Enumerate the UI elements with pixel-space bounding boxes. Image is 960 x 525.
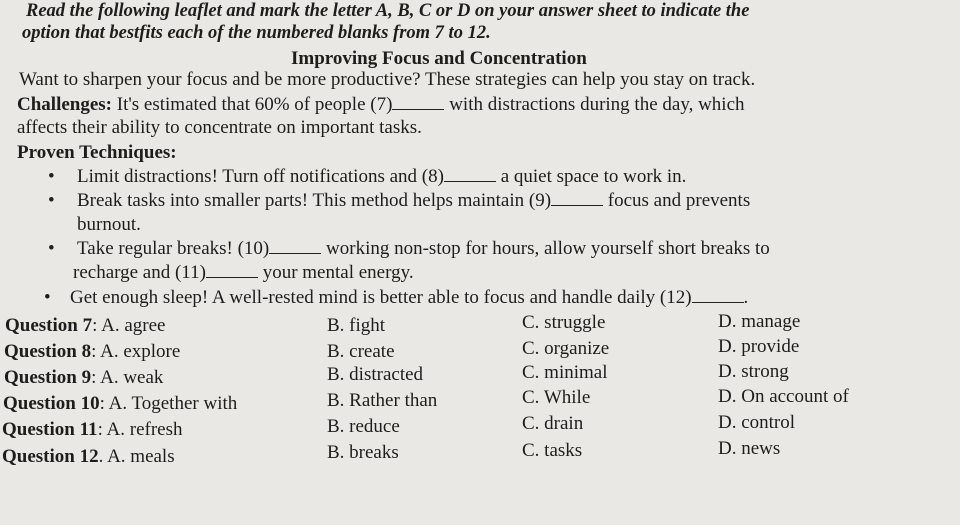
challenges-text-before: It's estimated that 60% of people (7) <box>112 94 393 115</box>
question-label: Question 7 <box>5 315 93 336</box>
option-d: D. control <box>718 412 796 433</box>
question-8 <box>4 341 180 363</box>
option-b: B. distracted <box>327 364 424 385</box>
option-d: D. On account of <box>718 386 849 407</box>
bullet-1 <box>77 166 686 188</box>
option-b: B. breaks <box>327 442 399 463</box>
question-12 <box>2 446 175 468</box>
bullet-2-line-2: burnout. <box>77 214 141 235</box>
bullet-4-after: . <box>743 287 749 308</box>
bullet-dot: • <box>48 238 55 259</box>
option-c: C. While <box>522 387 591 408</box>
challenges-paragraph <box>17 94 745 116</box>
option-a: A. meals <box>107 446 175 467</box>
blank-7 <box>392 95 444 110</box>
question-separator: : <box>97 419 107 440</box>
bullet-2-before: Break tasks into smaller parts! This method helps maintain (9) <box>77 190 552 211</box>
option-a: A. agree <box>101 315 166 336</box>
question-10 <box>3 393 237 415</box>
bullet-dot: • <box>48 190 55 211</box>
question-label: Question 11 <box>2 419 98 440</box>
option-d: D. provide <box>718 336 800 357</box>
option-b: B. fight <box>327 315 386 336</box>
option-a: A. Together with <box>108 393 238 414</box>
bullet-1-before: Limit distractions! Turn off notifications and (8) <box>77 166 444 187</box>
question-label: Question 8 <box>4 341 92 362</box>
option-d: D. manage <box>718 311 801 332</box>
option-c: C. tasks <box>522 440 583 461</box>
question-separator: : <box>91 341 101 362</box>
bullet-dot: • <box>44 287 51 308</box>
option-b: B. Rather than <box>327 390 438 411</box>
option-c: C. minimal <box>522 362 608 383</box>
question-label: Question 10 <box>3 393 100 414</box>
option-a: A. explore <box>100 341 181 362</box>
bullet-3-line-2-before: recharge and (11) <box>73 262 206 283</box>
option-a: A. weak <box>100 367 164 388</box>
bullet-2 <box>77 190 750 212</box>
question-separator: : <box>99 393 109 414</box>
blank-12 <box>692 288 744 303</box>
option-a: A. refresh <box>106 419 183 440</box>
bullet-3-after: working non-stop for hours, allow yourself short breaks to <box>321 238 770 259</box>
question-11 <box>2 419 183 441</box>
instruction-line-2: option that bestfits each of the numbered blanks from 7 to 12. <box>22 23 491 43</box>
option-d: D. news <box>718 438 781 459</box>
option-b: B. reduce <box>327 416 400 437</box>
bullet-dot: • <box>48 166 55 187</box>
bullet-2-after: focus and prevents <box>603 190 751 211</box>
challenges-label: Challenges: <box>17 94 112 115</box>
instruction-line-1: Read the following leaflet and mark the letter A, B, C or D on your answer sheet to indicate the <box>26 1 750 21</box>
question-9 <box>4 367 163 389</box>
option-b: B. create <box>327 341 395 362</box>
option-d: D. strong <box>718 361 789 382</box>
bullet-3 <box>77 238 770 260</box>
option-c: C. organize <box>522 338 610 359</box>
question-label: Question 9 <box>4 367 92 388</box>
blank-9 <box>551 191 603 206</box>
challenges-text-after: with distractions during the day, which <box>444 94 745 115</box>
bullet-3-before: Take regular breaks! (10) <box>77 238 270 259</box>
intro-text: Want to sharpen your focus and be more productive? These strategies can help you stay on track. <box>19 69 756 90</box>
bullet-4-before: Get enough sleep! A well-rested mind is better able to focus and handle daily (12) <box>70 287 692 308</box>
blank-10 <box>269 239 321 254</box>
techniques-heading: Proven Techniques: <box>17 142 177 163</box>
blank-8 <box>444 167 496 182</box>
question-separator: : <box>91 367 101 388</box>
option-c: C. drain <box>522 413 584 434</box>
leaflet-title: Improving Focus and Concentration <box>291 48 587 69</box>
bullet-4 <box>70 287 748 309</box>
blank-11 <box>206 263 258 278</box>
bullet-3-line-2 <box>73 262 414 284</box>
option-c: C. struggle <box>522 312 606 333</box>
question-separator: : <box>92 315 102 336</box>
question-7 <box>5 315 165 337</box>
bullet-3-line-2-after: your mental energy. <box>257 262 414 283</box>
bullet-1-after: a quiet space to work in. <box>495 166 687 187</box>
question-label: Question 12 <box>2 446 99 467</box>
challenges-line-2: affects their ability to concentrate on important tasks. <box>17 117 422 138</box>
question-separator: . <box>98 446 108 467</box>
